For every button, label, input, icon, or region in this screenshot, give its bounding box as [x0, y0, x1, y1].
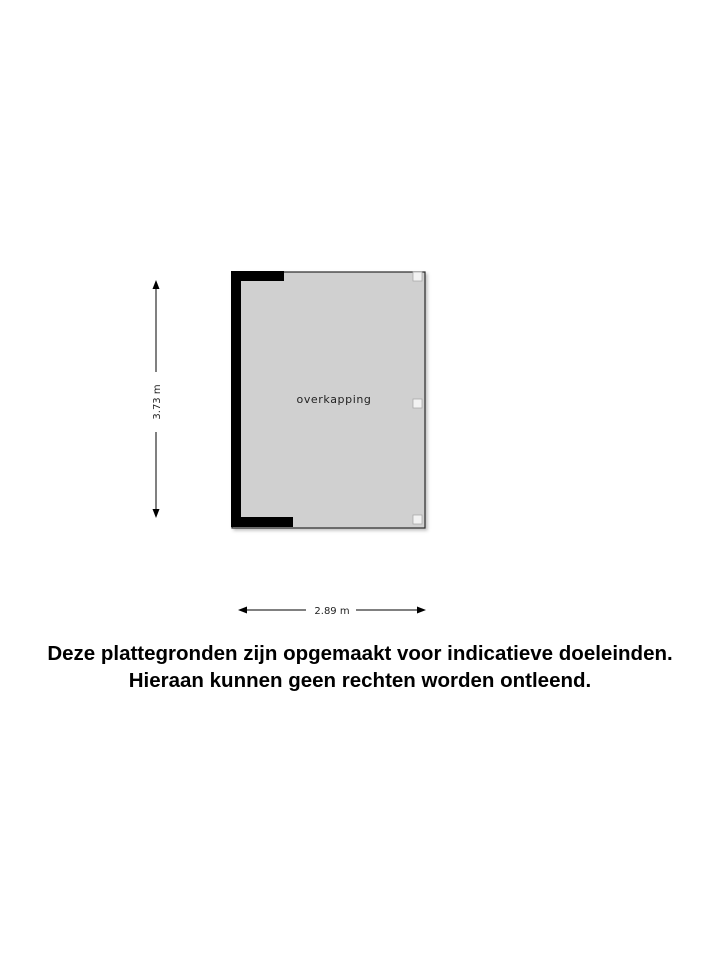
- arrow-left-icon: [238, 607, 247, 614]
- disclaimer-line-1: Deze plattegronden zijn opgemaakt voor indicatieve doeleinden.: [47, 642, 673, 665]
- arrow-up-icon: [153, 280, 160, 289]
- width-dimension: [238, 606, 426, 617]
- arrow-down-icon: [153, 509, 160, 518]
- post-bottom-right: [413, 515, 422, 524]
- height-label: 3.73 m: [152, 384, 163, 420]
- width-label: 2.89 m: [314, 606, 350, 617]
- disclaimer-line-2: Hieraan kunnen geen rechten worden ontleend.: [128, 669, 592, 692]
- post-mid-right: [413, 399, 422, 408]
- height-dimension: [152, 280, 163, 518]
- post-top-right: [413, 272, 422, 281]
- arrow-right-icon: [417, 607, 426, 614]
- room-label: overkapping: [296, 393, 372, 406]
